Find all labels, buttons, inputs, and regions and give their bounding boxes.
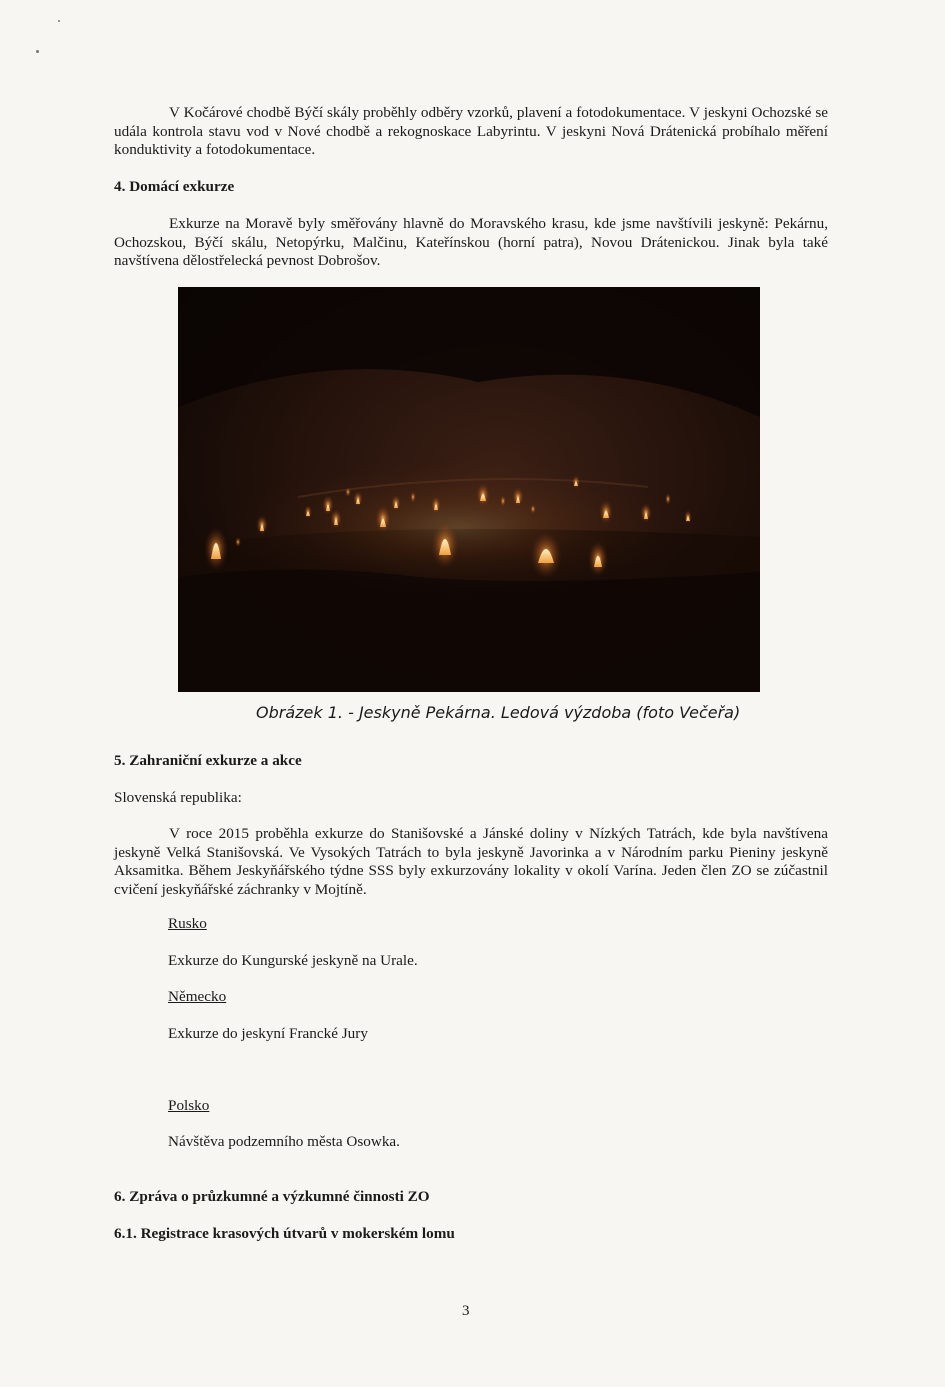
section-5-heading: 5. Zahraniční exkurze a akce bbox=[114, 752, 302, 769]
ice-formations-image bbox=[178, 287, 760, 692]
section-4-heading: 4. Domácí exkurze bbox=[114, 178, 235, 195]
cave-photo bbox=[178, 287, 760, 692]
germany-label: Německo bbox=[168, 988, 227, 1005]
page-number: 3 bbox=[462, 1303, 470, 1319]
slovakia-paragraph: V roce 2015 proběhla exkurze do Stanišovské a Jánské doliny v Nízkých Tatrách, kde byla navštívena jeskyně Velká Stanišovská. Ve Vysokých Tatrách to byla jeskyně Javorinka a v Národním parku Pieniny jeskyně Aksamitka. Během Jeskyňářského týdne SSS byly exkurzovány lokality v okolí Varína. Jeden člen ZO se zúčastnil cvičení jeskyňářské záchranky v Mojtíně. bbox=[114, 825, 828, 898]
section-6-1-heading: 6.1. Registrace krasových útvarů v mokerském lomu bbox=[114, 1225, 455, 1242]
scan-speck bbox=[58, 20, 60, 22]
russia-label: Rusko bbox=[168, 915, 207, 932]
poland-label: Polsko bbox=[168, 1097, 210, 1114]
section-4-paragraph: Exkurze na Moravě byly směřovány hlavně do Moravského krasu, kde jsme navštívili jeskyně: Pekárnu, Ochozskou, Býčí skálu, Netopýrku, Malčinu, Kateřínskou (horní patra), Novou Drátenickou. Jinak byla také navštívena dělostřelecká pevnost Dobrošov. bbox=[114, 215, 828, 269]
section-6-heading: 6. Zpráva o průzkumné a výzkumné činnosti ZO bbox=[114, 1188, 430, 1205]
poland-text: Návštěva podzemního města Osowka. bbox=[168, 1133, 400, 1150]
slovakia-label: Slovenská republika: bbox=[114, 789, 242, 806]
figure-caption: Obrázek 1. - Jeskyně Pekárna. Ledová výzdoba (foto Večeřa) bbox=[256, 703, 741, 722]
intro-paragraph: V Kočárové chodbě Býčí skály proběhly odběry vzorků, plavení a fotodokumentace. V jeskyni Ochozské se udála kontrola stavu vod v Nové chodbě a rekognoskace Labyrintu. V jeskyni Nová Drátenická probíhalo měření konduktivity a fotodokumentace. bbox=[114, 104, 828, 158]
germany-text: Exkurze do jeskyní Francké Jury bbox=[168, 1025, 368, 1042]
russia-text: Exkurze do Kungurské jeskyně na Urale. bbox=[168, 952, 418, 969]
scan-speck bbox=[36, 50, 39, 53]
